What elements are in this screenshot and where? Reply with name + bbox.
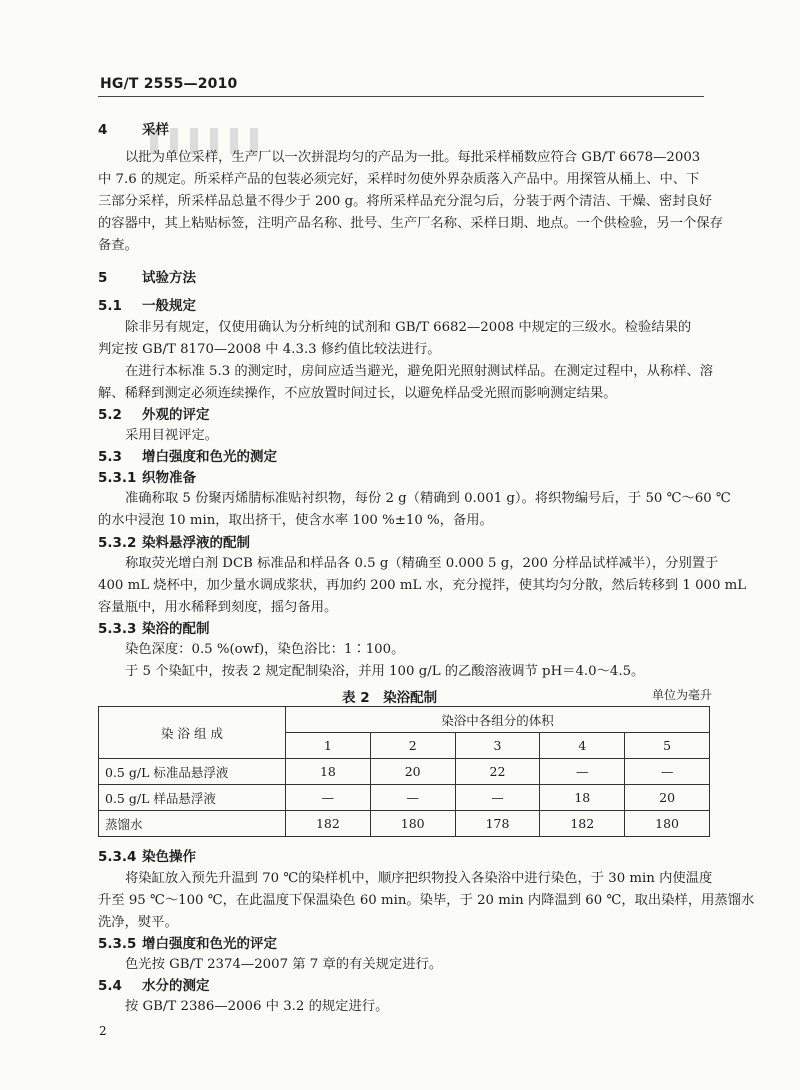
- section-5-3-4-heading: 5.3.4 染色操作: [98, 849, 196, 865]
- table-cell: 18: [286, 759, 371, 785]
- section-5-3-heading: 5.3 增白强度和色光的测定: [98, 449, 277, 465]
- section-5-4-text: 按 GB/T 2386—2006 中 3.2 的规定进行。: [125, 999, 389, 1014]
- section-4-text-5: 备查。: [98, 238, 138, 253]
- section-4-text-4: 的容器中，其上粘贴标签，注明产品名称、批号、生产厂名称、采样日期、地点。一个供检验，另一个保存: [98, 216, 723, 231]
- column-header: 1: [286, 733, 371, 759]
- table-cell: 20: [625, 785, 710, 811]
- table-row: [99, 785, 710, 811]
- section-5-3-1-text-2: 的水中浸泡 10 min，取出挤干，使含水率 100 %±10 %，备用。: [98, 513, 493, 528]
- section-4-heading: 4 采样: [98, 122, 169, 138]
- section-5-2-heading: 5.2 外观的评定: [98, 407, 210, 423]
- section-4-text-3: 三部分采样，所采样品总量不得少于 200 g。将所采样品充分混匀后，分装于两个清洁、干燥、密封良好: [98, 194, 713, 209]
- section-4-text-2: 中 7.6 的规定。所采样产品的包装必须完好，采样时勿使外界杂质落入产品中。用探管从桶上、中、下: [98, 172, 700, 187]
- section-5-3-2-text-1: 称取荧光增白剂 DCB 标准品和样品各 0.5 g（精确至 0.000 5 g，200 分样品试样减半），分别置于: [125, 556, 719, 571]
- table-cell: 180: [625, 811, 710, 837]
- section-5-1-heading: 5.1 一般规定: [98, 298, 196, 314]
- section-4-text-1: 以批为单位采样，生产厂以一次拼混均匀的产品为一批。每批采样桶数应符合 GB/T 6678—2003: [125, 150, 701, 165]
- table-cell: 182: [286, 811, 371, 837]
- section-5-3-1-text-1: 准确称取 5 份聚丙烯腈标准贴衬织物，每份 2 g（精确到 0.001 g）。将织物编号后，于 50 ℃～60 ℃: [125, 491, 731, 506]
- table-cell: 20: [370, 759, 455, 785]
- section-5-1-text-4: 解、稀释到测定必须连续操作，不应放置时间过长，以避免样品受光照而影响测定结果。: [98, 386, 617, 401]
- column-header: 4: [540, 733, 625, 759]
- section-5-3-5-heading: 5.3.5 增白强度和色光的评定: [98, 936, 277, 952]
- section-5-2-text: 采用目视评定。: [125, 428, 219, 443]
- column-header: 5: [625, 733, 710, 759]
- table-cell: —: [455, 785, 540, 811]
- standard-code: HG/T 2555—2010: [100, 76, 238, 92]
- table-2: [98, 706, 710, 837]
- table-2-unit: 单位为毫升: [651, 688, 712, 702]
- table-row: [99, 811, 710, 837]
- row-header: 染 浴 组 成: [99, 707, 286, 759]
- section-5-3-3-heading: 5.3.3 染浴的配制: [98, 621, 210, 637]
- table-cell: 182: [540, 811, 625, 837]
- section-5-1-text-2: 判定按 GB/T 8170—2008 中 4.3.3 修约值比较法进行。: [98, 342, 441, 357]
- page-number: 2: [99, 1024, 107, 1038]
- section-5-3-2-text-3: 容量瓶中，用水稀释到刻度，摇匀备用。: [98, 600, 338, 615]
- row-label: 蒸馏水: [99, 811, 286, 837]
- table-cell: 180: [370, 811, 455, 837]
- header-rule: [98, 96, 704, 97]
- table-2-title: 表 2 染浴配制: [342, 690, 438, 706]
- section-5-1-text-1: 除非另有规定，仅使用确认为分析纯的试剂和 GB/T 6682—2008 中规定的三级水。检验结果的: [125, 320, 692, 335]
- table-cell: —: [540, 759, 625, 785]
- section-5-1-text-3: 在进行本标准 5.3 的测定时，房间应适当避光，避免阳光照射测试样品。在测定过程中，从称样、溶: [125, 364, 714, 379]
- table-cell: 22: [455, 759, 540, 785]
- section-5-3-3-text-2: 于 5 个染缸中，按表 2 规定配制染浴，并用 100 g/L 的乙酸溶液调节 pH＝4.0～4.5。: [125, 664, 645, 679]
- section-5-3-4-text-1: 将染缸放入预先升温到 70 ℃的染样机中，顺序把织物投入各染浴中进行染色，于 30 min 内使温度: [125, 871, 713, 886]
- section-5-3-3-text-1: 染色深度：0.5 %(owf)，染色浴比：1∶100。: [125, 642, 405, 657]
- section-5-3-4-text-3: 洗净，熨平。: [98, 915, 178, 930]
- group-header: 染浴中各组分的体积: [286, 707, 710, 733]
- table-cell: 178: [455, 811, 540, 837]
- section-5-4-heading: 5.4 水分的测定: [98, 978, 210, 994]
- row-label: 0.5 g/L 样品悬浮液: [99, 785, 286, 811]
- section-5-3-2-heading: 5.3.2 染料悬浮液的配制: [98, 535, 250, 551]
- section-5-heading: 5 试验方法: [98, 270, 196, 286]
- table-row: [99, 759, 710, 785]
- column-header: 2: [370, 733, 455, 759]
- column-header: 3: [455, 733, 540, 759]
- table-cell: —: [625, 759, 710, 785]
- table-cell: —: [370, 785, 455, 811]
- table-cell: 18: [540, 785, 625, 811]
- section-5-3-4-text-2: 升至 95 ℃～100 ℃，在此温度下保温染色 60 min。染毕，于 20 min 内降温到 60 ℃，取出染样，用蒸馏水: [98, 893, 755, 908]
- row-label: 0.5 g/L 标准品悬浮液: [99, 759, 286, 785]
- section-5-3-2-text-2: 400 mL 烧杯中，加少量水调成浆状，再加约 200 mL 水，充分搅拌，使其均匀分散，然后转移到 1 000 mL: [98, 578, 747, 593]
- section-5-3-1-heading: 5.3.1 织物准备: [98, 470, 196, 486]
- section-5-3-5-text: 色光按 GB/T 2374—2007 第 7 章的有关规定进行。: [125, 957, 443, 972]
- table-cell: —: [286, 785, 371, 811]
